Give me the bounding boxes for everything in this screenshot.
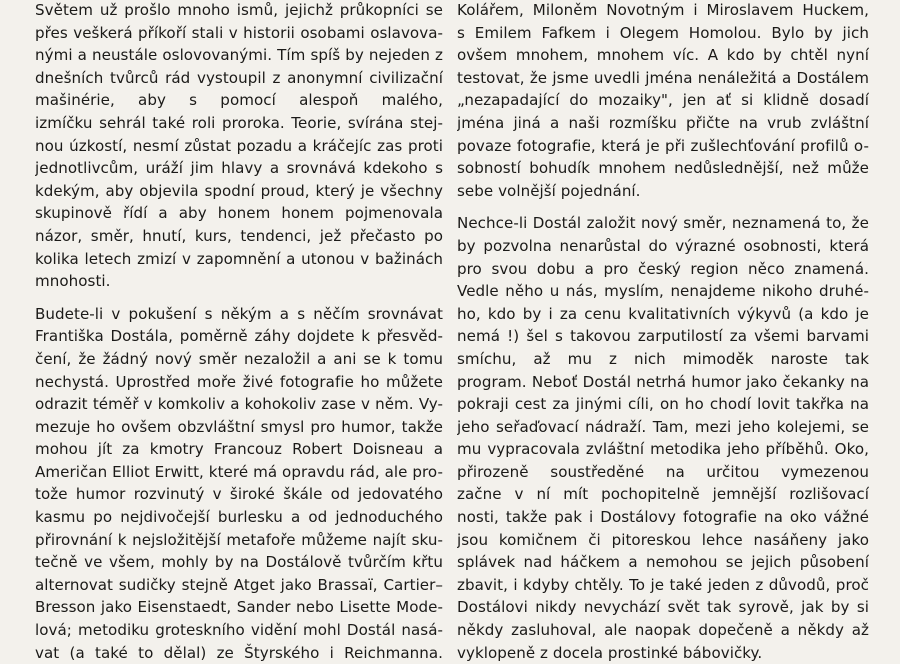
text-line: Kolářem, Miloněm Novotným i Miroslavem Huckem, [457, 1, 869, 19]
text-line: tože humor rozvinutý v široké škále od jedovatého [35, 485, 443, 504]
text-line: jednotlivcům, uráží jim hlavy a srovnává kdekoho s [35, 159, 443, 178]
text-line: někdy zasluhoval, ale naopak dopečeně a někdy až [457, 621, 869, 640]
text-line: nechystá. Uprostřed moře živé fotografie ho můžete [35, 372, 443, 391]
text-line: pro svou dobu a pro český region něco znamená. [457, 259, 869, 278]
text-line: přes veškerá příkoří stali v historii osobami oslavova- [35, 23, 443, 42]
text-line: testovat, že jsme uvedli jména nenáležitá a Dostálem [457, 68, 869, 87]
text-line: Bresson jako Eisenstaedt, Sander nebo Lisette Mode- [35, 598, 443, 617]
paragraph-3 [457, 0, 869, 202]
text-line: čení, že žádný nový směr nezaložil a ani se k tomu [35, 349, 443, 368]
text-line: jména jiná a naši rozmíšku přičte na vrub zvláštní [457, 113, 869, 132]
text-line: mu vypracovala zvláštní metodika jeho příběhů. Oko, [457, 440, 869, 459]
text-line: „nezapadající do mozaiky", jen ať si klidně dosadí [457, 91, 869, 110]
text-line: vat (a také to dělal) ze Štyrského i Reichmanna. [35, 643, 443, 662]
text-line: mnohosti. [35, 272, 111, 291]
text-line: Američan Elliot Erwitt, které má opravdu rád, ale pro- [35, 462, 443, 481]
text-line: izmíčku sehrál také roli proroka. Teorie, svírána stej- [35, 113, 443, 132]
text-line: kasmu po nejdivočejší burlesku a od jednoduchého [35, 508, 443, 527]
text-line: lová; metodiku groteskního vidění mohl Dostál nasá- [35, 621, 443, 640]
text-line: Světem už prošlo mnoho ismů, jejichž průkopníci se [35, 1, 443, 19]
text-line: povaze fotografie, která je při zušlechťování profilů o- [457, 136, 869, 155]
text-line: názor, směr, hnutí, kurs, tendenci, jež přečasto po [35, 226, 443, 245]
text-line: smíchu, až mu z nich mimoděk naroste tak [457, 349, 869, 368]
text-line: přirozeně soustředěné na určitou vymezenou [457, 462, 869, 481]
text-line: Dostálovi nikdy nevychází svět tak syrově, jak by si [457, 598, 869, 617]
text-line: sobností bohudík mnohem nedůslednější, než může [457, 159, 869, 178]
text-line: zbavit, i kdyby chtěly. To je také jeden z důvodů, proč [457, 575, 869, 594]
text-line: nou úzkostí, nesmí zůstat pozadu a kráčejíc zas proti [35, 136, 443, 155]
paragraph-4 [457, 212, 869, 664]
text-line: mezuje ho ovšem obzvláštní smysl pro humor, takže [35, 417, 443, 436]
text-line: Budete-li v pokušení s někým a s něčím srovnávat [35, 304, 443, 323]
text-line: jeho seřaďovací nádraží. Tam, mezi jeho kolejemi, se [457, 417, 869, 436]
text-line: skupinově řídí a aby honem honem pojmenovala [35, 204, 443, 223]
text-line: mohou jít za kmotry Francouz Robert Doisneau a [35, 440, 443, 459]
left-text-column [35, 0, 443, 664]
text-line: by pozvolna nenarůstal do výrazné osobnosti, která [457, 236, 869, 255]
text-line: splávek nad háčkem a nemohou se jejich působení [457, 553, 869, 572]
text-line: kolika letech zmizí v zapomnění a utonou v bažinách [35, 249, 443, 268]
text-line: alternovat sudičky stejně Atget jako Brassaï, Cartier– [35, 575, 443, 594]
paragraph-1 [35, 0, 443, 293]
text-line: nými a neustále oslovovanými. Tím spíš by nejeden z [35, 46, 443, 65]
text-line: odrazit téměř v komkoliv a kohokoliv zase v něm. Vy- [35, 395, 443, 414]
text-line: ho, kdo by i za cenu kvalitativních výkyvů (a kdo je [457, 304, 869, 323]
paragraph-2 [35, 303, 443, 664]
text-line: nemá !) šel s takovou zarputilostí za všemi barvami [457, 327, 869, 346]
text-line: dnešních tvůrců rád vystoupil z anonymní civilizační [35, 68, 443, 87]
text-line: s Emilem Fafkem i Olegem Homolou. Bylo by jich [457, 23, 869, 42]
right-text-column [457, 0, 869, 664]
text-line: přirovnání k nejsložitější metafoře můžeme najít sku- [35, 530, 443, 549]
text-line: začne v ní mít pochopitelně jemnější rozlišovací [457, 485, 869, 504]
text-line: kdekým, aby objevila spodní proud, který je všechny [35, 181, 443, 200]
text-line: Vedle něho u nás, myslím, nenajdeme nikoho druhé- [457, 282, 869, 301]
text-line: program. Neboť Dostál netrhá humor jako čekanky na [457, 372, 869, 391]
text-line: pokraji cest za jinými cíli, on ho chodí lovit takřka na [457, 395, 869, 414]
text-line: nosti, takže pak i Dostálovy fotografie na oko vážné [457, 508, 869, 527]
text-line: Františka Dostála, poměrně záhy dojdete k přesvěd- [35, 327, 443, 346]
text-line: tečně ve všem, mohly by na Dostálově tvůrčím křtu [35, 553, 443, 572]
text-line: sebe volnější pojednání. [457, 181, 641, 200]
text-line: vyklopeně z docela prostinké bábovičky. [457, 643, 763, 662]
text-line: ovšem mnohem, mnohem víc. A kdo by chtěl nyní [457, 46, 869, 65]
text-line: jsou komičnem či pitoreskou lehce nasáňeny jako [457, 530, 869, 549]
text-line: mašinérie, aby s pomocí alespoň malého, [35, 91, 443, 110]
text-line: Nechce-li Dostál založit nový směr, neznamená to, že [457, 214, 869, 233]
